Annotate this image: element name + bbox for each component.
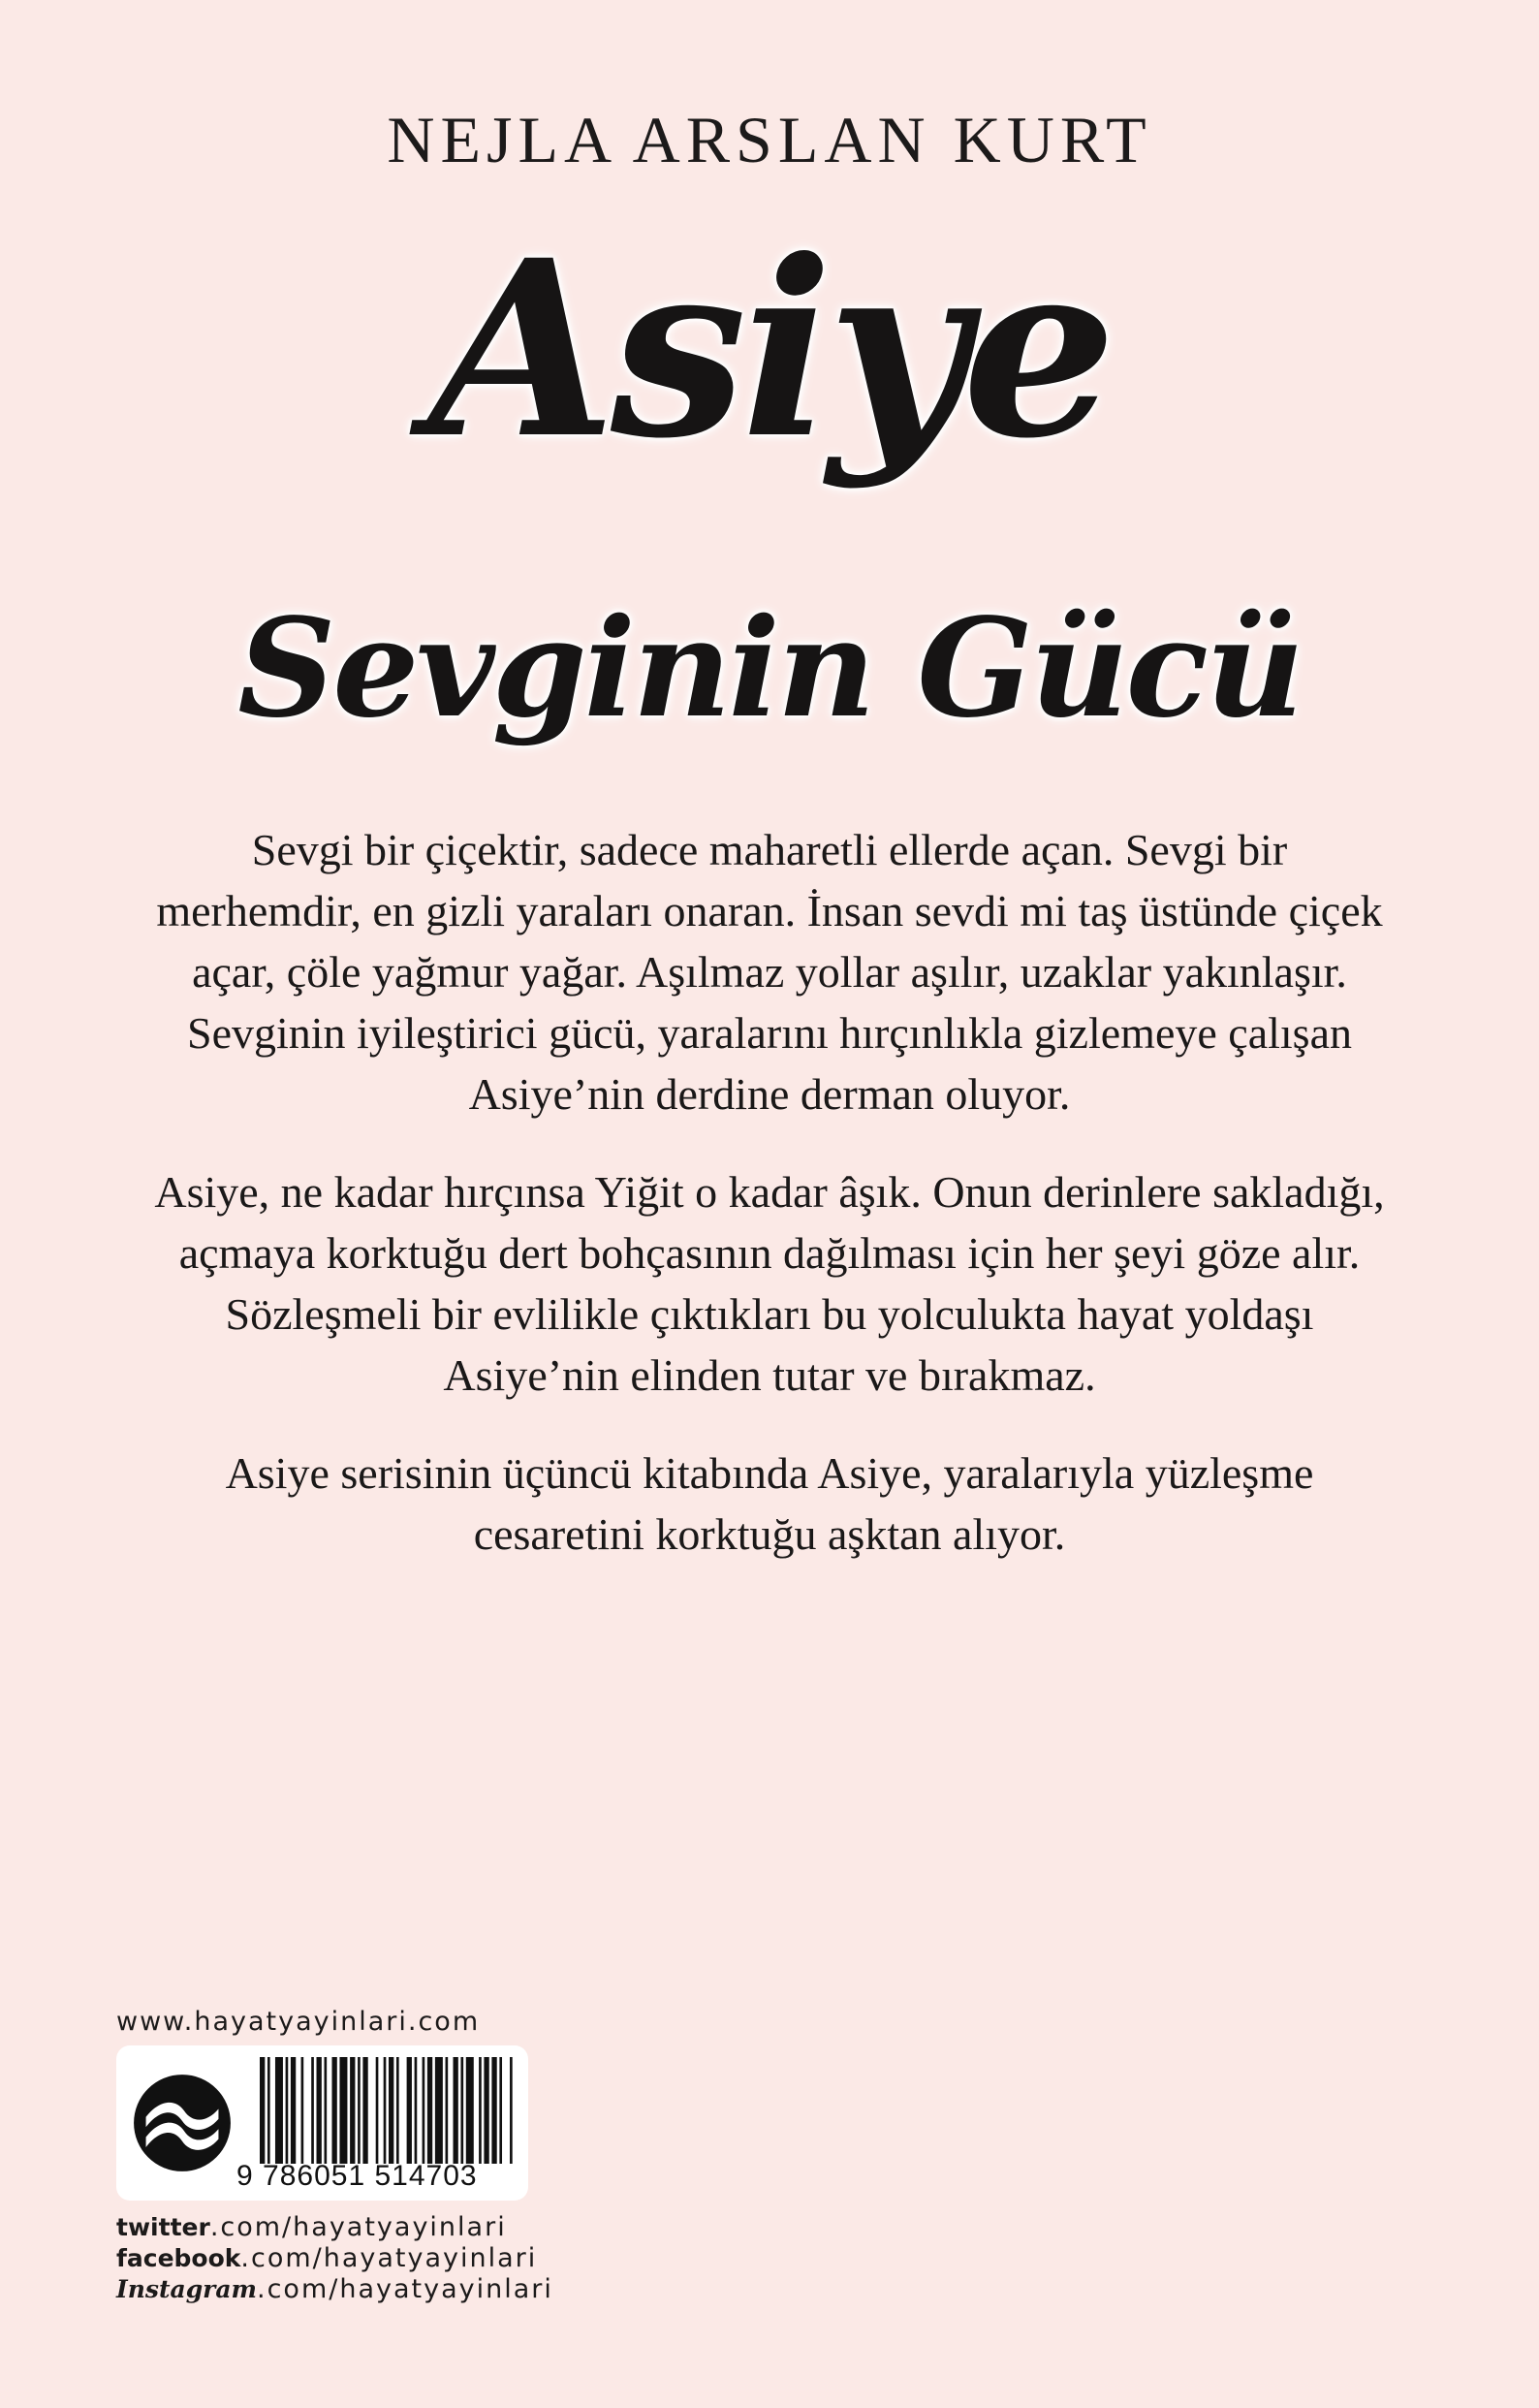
- blurb-paragraph-3: Asiye serisinin üçüncü kitabında Asiye, yaralarıyla yüzleşme cesaretini korktuğu aşktan alıyor.: [225, 1448, 1314, 1559]
- barcode-bar: [491, 2057, 496, 2164]
- barcode-bar: [479, 2057, 482, 2164]
- social-twitter: [116, 2212, 507, 2242]
- barcode-bar: [435, 2057, 443, 2164]
- barcode-bar: [466, 2057, 474, 2164]
- barcode-bar: [358, 2057, 361, 2164]
- publisher-website: www.hayatyayinlari.com: [116, 2007, 481, 2037]
- barcode-bar: [407, 2057, 412, 2164]
- barcode-bar: [339, 2057, 347, 2164]
- social-facebook: [116, 2243, 537, 2273]
- social-instagram: [116, 2274, 553, 2304]
- barcode-bar: [389, 2057, 393, 2164]
- barcode-bar: [317, 2057, 322, 2164]
- barcode-bar: [384, 2057, 387, 2164]
- barcode-bar: [415, 2057, 418, 2164]
- barcode-bar: [267, 2057, 270, 2164]
- twitter-handle: .com/hayatyayinlari: [209, 2212, 507, 2242]
- barcode-bar: [423, 2057, 425, 2164]
- instagram-brand: Instagram: [116, 2275, 257, 2303]
- isbn-barcode: [260, 2057, 518, 2164]
- book-subtitle: Sevginin Gücü: [237, 589, 1302, 748]
- isbn-number: 9 786051 514703: [236, 2160, 478, 2192]
- barcode-bar: [427, 2057, 432, 2164]
- barcode-bar: [275, 2057, 283, 2164]
- barcode-bar: [499, 2057, 502, 2164]
- twitter-brand: twitter: [116, 2213, 210, 2241]
- back-cover-blurb: [145, 819, 1394, 1601]
- barcode-panel: [116, 2045, 528, 2201]
- barcode-bar: [396, 2057, 399, 2164]
- barcode-bar: [311, 2057, 314, 2164]
- author-name: NEJLA ARSLAN KURT: [387, 103, 1152, 176]
- blurb-paragraph-2: Asiye, ne kadar hırçınsa Yiğit o kadar âşık. Onun derinlere sakladığı, açmaya korktuğu dert bohçasının dağılması için her şeyi göze alır. Sözleşmeli bir evlilikle çıktıkları bu yolculukta hayat yoldaşı Asiye’nin elinden tutar ve bırakmaz.: [154, 1167, 1385, 1400]
- barcode-bar: [331, 2057, 336, 2164]
- blurb-paragraph-1: Sevgi bir çiçektir, sadece maharetli ellerde açan. Sevgi bir merhemdir, en gizli yaraları onaran. İnsan sevdi mi taş üstünde çiçek açar, çöle yağmur yağar. Aşılmaz yollar aşılır, uzaklar yakınlaşır. Sevginin iyileştirici gücü, yaralarını hırçınlıkla gizlemeye çalışan Asiye’nin derdine derman oluyor.: [156, 825, 1383, 1119]
- barcode-bar: [362, 2057, 367, 2164]
- barcode-bar: [376, 2057, 379, 2164]
- barcode-bar: [291, 2057, 296, 2164]
- barcode-bar: [301, 2057, 304, 2164]
- barcode-bar: [484, 2057, 488, 2164]
- barcode-bar: [446, 2057, 449, 2164]
- barcode-bar: [260, 2057, 265, 2164]
- instagram-handle: .com/hayatyayinlari: [257, 2274, 553, 2304]
- barcode-bar: [350, 2057, 355, 2164]
- book-title: Asiye: [427, 206, 1111, 491]
- facebook-handle: .com/hayatyayinlari: [240, 2243, 538, 2273]
- publisher-logo-icon: [132, 2073, 233, 2173]
- barcode-bar: [510, 2057, 513, 2164]
- barcode-bar: [454, 2057, 458, 2164]
- barcode-bar: [286, 2057, 289, 2164]
- barcode-bar: [460, 2057, 463, 2164]
- barcode-bar: [325, 2057, 328, 2164]
- facebook-brand: facebook: [116, 2244, 241, 2272]
